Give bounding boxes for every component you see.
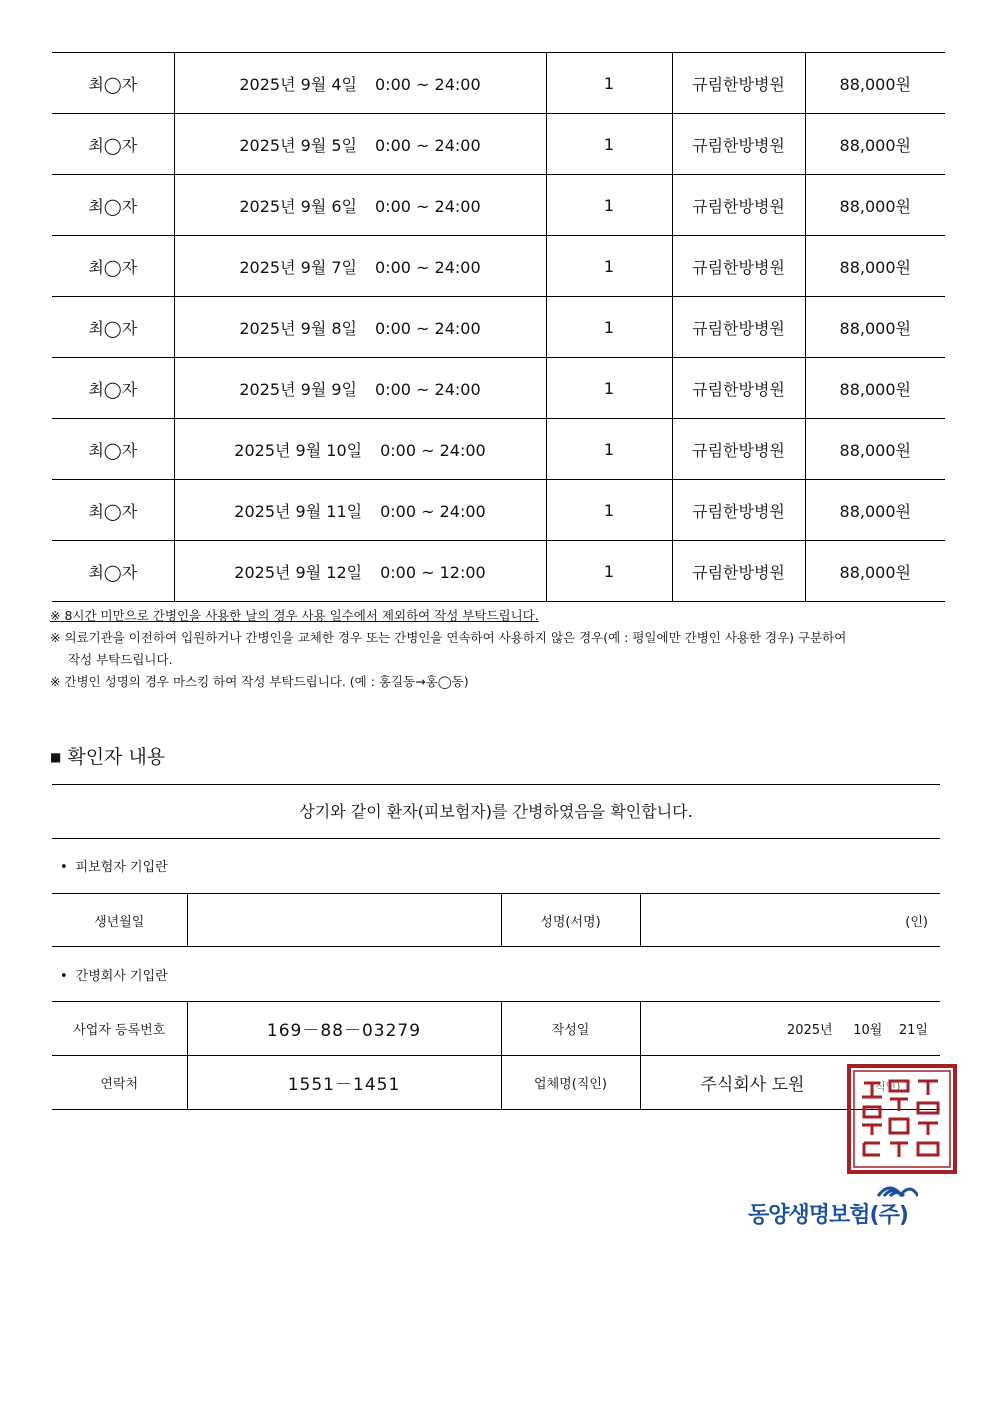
record-name: 최◯자 [52,541,174,602]
record-hospital: 규림한방병원 [672,236,805,297]
record-period [174,175,546,236]
note-separate: ※ 의료기관을 이전하여 입원하거나 간병인을 교체한 경우 또는 간병인을 연속하여 사용하지 않은 경우(예 : 평일에만 간병인 사용한 경우) 구분하여 [50,630,847,645]
record-days: 1 [546,541,672,602]
record-row [52,358,945,419]
record-amount: 88,000원 [805,53,945,114]
reg-label: 사업자 등록번호 [52,1002,187,1056]
company-heading: • 간병회사 기입란 [60,969,168,984]
record-amount: 88,000원 [805,114,945,175]
record-days: 1 [546,480,672,541]
record-date: 2025년 9월 9일 [239,379,357,399]
record-hospital: 규림한방병원 [672,419,805,480]
note-separate-cont: 작성 부탁드립니다. [68,652,173,667]
firm-value: 주식회사 도원 [700,1075,805,1095]
notes [50,605,950,693]
record-amount: 88,000원 [805,358,945,419]
record-days: 1 [546,114,672,175]
record-name: 최◯자 [52,419,174,480]
record-hospital: 규림한방병원 [672,480,805,541]
record-date: 2025년 9월 12일 [234,562,363,582]
record-row [52,480,945,541]
seal-mark: (인) [905,914,928,930]
record-period [174,53,546,114]
firm-label: 업체명(직인) [501,1056,640,1110]
record-name: 최◯자 [52,480,174,541]
record-name: 최◯자 [52,175,174,236]
insurer-logo-text: 동양생명보험(주) [748,1203,908,1228]
confirm-statement: 상기와 같이 환자(피보험자)를 간병하였음을 확인합니다. [52,784,940,839]
reg-value: 169－88－03279 [187,1002,501,1056]
record-hospital: 규림한방병원 [672,175,805,236]
record-name: 최◯자 [52,358,174,419]
record-row [52,175,945,236]
record-name: 최◯자 [52,236,174,297]
record-period [174,114,546,175]
record-period [174,236,546,297]
record-row [52,236,945,297]
record-name: 최◯자 [52,114,174,175]
record-amount: 88,000원 [805,419,945,480]
record-amount: 88,000원 [805,175,945,236]
record-hospital: 규림한방병원 [672,358,805,419]
name-label: 성명(서명) [501,894,640,947]
company-form [52,1001,940,1110]
record-time: 0:00 ~ 24:00 [375,135,481,155]
birth-label: 생년월일 [52,894,187,947]
record-days: 1 [546,419,672,480]
record-time: 0:00 ~ 24:00 [380,501,486,521]
contact-label: 연락처 [52,1056,187,1110]
note-masking: ※ 간병인 성명의 경우 마스킹 하여 작성 부탁드립니다. (예 : 홍길동→홍◯동) [50,674,469,689]
company-seal-icon [846,1063,958,1175]
record-time: 0:00 ~ 24:00 [375,196,481,216]
note-min-hours: ※ 8시간 미만으로 간병인을 사용한 날의 경우 사용 일수에서 제외하여 작성 부탁드립니다. [50,608,539,623]
name-signature-field[interactable] [640,894,940,947]
record-time: 0:00 ~ 12:00 [380,562,486,582]
record-date: 2025년 9월 4일 [239,74,357,94]
contact-value: 1551－1451 [187,1056,501,1110]
record-period [174,419,546,480]
record-row [52,297,945,358]
record-period [174,480,546,541]
birth-input[interactable] [187,894,501,947]
record-days: 1 [546,358,672,419]
insured-heading: • 피보험자 기입란 [60,860,168,875]
record-row [52,114,945,175]
record-hospital: 규림한방병원 [672,114,805,175]
insured-heading-text: 피보험자 기입란 [75,860,168,875]
record-date: 2025년 9월 11일 [234,501,363,521]
date-label: 작성일 [501,1002,640,1056]
record-row [52,541,945,602]
record-hospital: 규림한방병원 [672,297,805,358]
record-row [52,53,945,114]
record-days: 1 [546,236,672,297]
record-amount: 88,000원 [805,480,945,541]
insured-form [52,893,940,947]
section-title [50,742,165,769]
record-time: 0:00 ~ 24:00 [375,257,481,277]
record-date: 2025년 9월 5일 [239,135,357,155]
record-row [52,419,945,480]
record-period [174,358,546,419]
section-title-text: 확인자 내용 [67,746,166,768]
record-period [174,541,546,602]
record-hospital: 규림한방병원 [672,53,805,114]
record-period [174,297,546,358]
record-date: 2025년 9월 7일 [239,257,357,277]
company-heading-text: 간병회사 기입란 [75,969,168,984]
record-days: 1 [546,53,672,114]
record-date: 2025년 9월 10일 [234,440,363,460]
record-date: 2025년 9월 8일 [239,318,357,338]
record-time: 0:00 ~ 24:00 [375,318,481,338]
record-time: 0:00 ~ 24:00 [380,440,486,460]
record-time: 0:00 ~ 24:00 [375,74,481,94]
record-date: 2025년 9월 6일 [239,196,357,216]
care-record-table [52,52,945,602]
record-days: 1 [546,297,672,358]
record-name: 최◯자 [52,297,174,358]
record-amount: 88,000원 [805,236,945,297]
record-hospital: 규림한방병원 [672,541,805,602]
record-name: 최◯자 [52,53,174,114]
record-amount: 88,000원 [805,541,945,602]
date-value: 2025년 10월 21일 [640,1002,940,1056]
firm-seal-mark: (직인) [870,1080,901,1093]
section-bullet: ■ [50,750,62,764]
record-amount: 88,000원 [805,297,945,358]
record-time: 0:00 ~ 24:00 [375,379,481,399]
record-days: 1 [546,175,672,236]
